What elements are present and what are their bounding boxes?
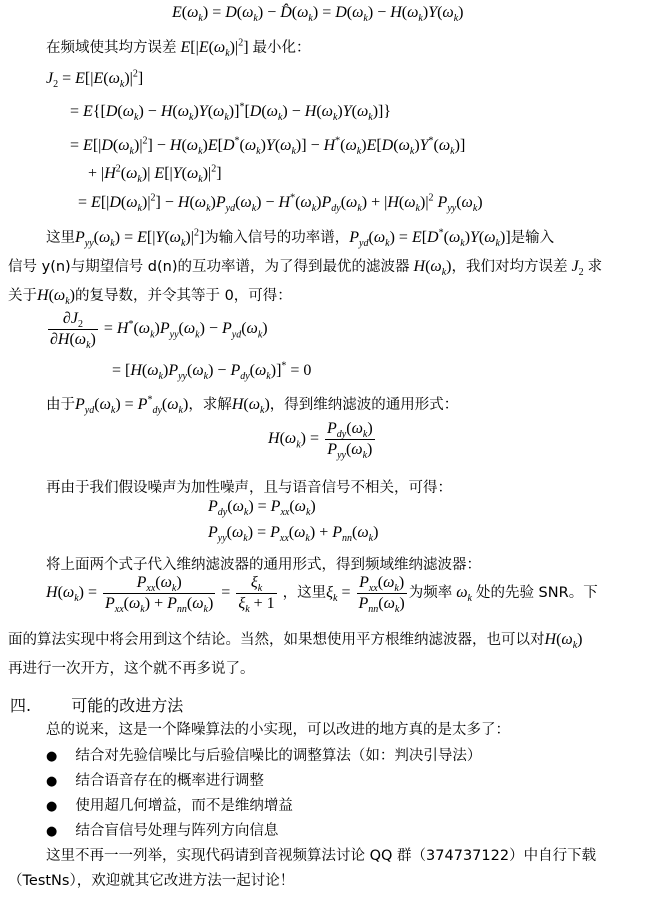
pyd-definition: $P_{yd}(\omega_k) = E[D^*(\omega_k)Y(\omega_k)]$ <box>349 227 511 250</box>
section-heading <box>10 693 183 716</box>
para2-text-c: ，得到维纳滤波的通用形式： <box>269 397 459 413</box>
j2-line-5: = $E[|D(\omega_k)|^2] - H(\omega_k)P_{yd}(\omega_k) - H^*(\omega_k)P_{dy}(\omega_k) + |H(\omega_k)|^2$ $P_{yy}(\omega_k)$ <box>78 192 483 215</box>
derivative-equation: $\frac{\partial J_2}{\partial H(\omega_k)}$ = $H^*(\omega_k)P_{yy}(\omega_k) - P_{yd}(\omega_k)$ <box>50 310 268 352</box>
final-text-tail2: 处的先验 SNR。下 <box>475 585 598 602</box>
final-text-tail: 为频率 <box>408 585 453 602</box>
bullet-icon: ● <box>46 824 58 839</box>
para1-text-d: 信号 y(n)与期望信号 d(n)的互功率谱，为了得到最优的滤波器 <box>8 259 410 275</box>
final-fraction-3: $\frac{P_{xx}(\omega_k)}{P_{nn}(\omega_k)}$ <box>358 574 405 616</box>
mse-expression: $E[|E(\omega_k)|^2]$ <box>180 37 253 60</box>
j2-line-4: + $|H^2(\omega_k)|$ $E[|Y(\omega_k)|^2]$ <box>88 163 222 186</box>
prior-snr-definition: $\xi_k$ = $\frac{P_{xx}(\omega_k)}{P_{nn}(\omega_k)}$ <box>326 574 405 616</box>
para5-line1 <box>8 628 583 652</box>
para2-text-b: ，求解 <box>188 397 232 413</box>
list-item <box>46 819 278 840</box>
final-wiener-equation: $H(\omega_k)$ = $\frac{P_{xx}(\omega_k)}{P_{xx}(\omega_k) + P_{nn}(\omega_k)}$ = $\frac{\xi_k}{\xi_k + 1}$ <box>46 574 275 616</box>
list-item <box>46 794 293 815</box>
bullet-icon: ● <box>46 774 58 789</box>
para3: 再由于我们假设噪声为加性噪声，且与语音信号不相关，可得： <box>46 480 452 496</box>
closing-line1: 这里不再一一列举，实现代码请到音视频算法讨论 QQ 群（374737122）中自行下载 <box>46 848 597 864</box>
para1-line3 <box>8 284 292 308</box>
summary-text: 总的说来，这是一个降噪算法的小实现，可以改进的地方真的是太多了： <box>46 722 510 738</box>
equation-error-definition: $E(\omega_k) = D(\omega_k)$ − $D̂(\omega_k) = D(\omega_k) - H(\omega_k)Y(\omega_k)$ <box>172 4 464 25</box>
list-item <box>46 769 264 790</box>
bullet-icon: ● <box>46 749 58 764</box>
bullet-icon: ● <box>46 799 58 814</box>
j2-line-1: $J_2 = E[|E(\omega_k)|^2]$ <box>46 68 144 91</box>
derivative-equation-2: = $[H(\omega_k)P_{yy}(\omega_k) - P_{dy}(\omega_k)]^* = 0$ <box>112 360 312 383</box>
mse-intro-tail: 最小化： <box>252 40 311 56</box>
h-symbol: $H(\omega_k)$ <box>544 631 583 652</box>
mse-intro-text: 在频域使其均方误差 <box>46 40 177 56</box>
list-item-text: 结合语音存在的概率进行调整 <box>75 773 264 789</box>
wiener-fraction: $\frac{P_{dy}(\omega_k)}{P_{yy}(\omega_k)}$ <box>327 420 373 462</box>
h-symbol: $H(\omega_k)$ <box>37 287 75 308</box>
h-symbol: $H(\omega_k)$ <box>231 396 270 417</box>
para2-text-a: 由于 <box>46 397 75 413</box>
para1-text-f: 求 <box>587 259 603 275</box>
para1-text-e: ，我们对均方误差 <box>451 259 568 275</box>
final-wiener-line <box>46 574 598 616</box>
para1-text-c: 是输入 <box>510 230 555 246</box>
wiener-general-equation: $H(\omega_k)$ = $\frac{P_{dy}(\omega_k)}{P_{yy}(\omega_k)}$ <box>268 420 373 462</box>
noise-eq-1: $P_{dy}(\omega_k) = P_{xx}(\omega_k)$ <box>208 498 316 519</box>
closing-line2: （TestNs），欢迎就其它改进方法一起讨论！ <box>8 873 295 889</box>
para5-text-a: 面的算法实现中将会用到这个结论。当然，如果想使用平方根维纳滤波器，也可以对 <box>8 632 545 648</box>
list-item-text: 结合对先验信噪比与后验信噪比的调整算法（如：判决引导法） <box>75 748 482 764</box>
para5-line2: 再进行一次开方，这个就不再多说了。 <box>8 661 255 677</box>
noise-eq-2: $P_{yy}(\omega_k) = P_{xx}(\omega_k) + P_{nn}(\omega_k)$ <box>208 524 379 545</box>
pyy-definition: $P_{yy}(\omega_k) = E[|Y(\omega_k)|^2]$ <box>75 227 205 250</box>
para1-text-b: 为输入信号的功率谱， <box>204 230 350 246</box>
list-item <box>46 744 481 765</box>
para1-line2 <box>8 255 603 279</box>
j2-symbol: $J_2$ <box>571 258 584 279</box>
para1-line1 <box>46 226 555 250</box>
para4: 将上面两个式子代入维纳滤波器的通用形式，得到频域维纳滤波器： <box>46 557 481 573</box>
mse-intro-line <box>46 36 311 60</box>
omega-symbol: $\omega_k$ <box>456 584 472 605</box>
para2-line <box>46 393 459 417</box>
list-item-text: 使用超几何增益，而不是维纳增益 <box>75 798 293 814</box>
para1-text-a: 这里 <box>46 230 75 246</box>
para1-text-h: 的复导数，并令其等于 0，可得： <box>74 288 292 304</box>
pyd-pdy-relation: $P_{yd}(\omega_k) = P^*_{dy}(\omega_k)$ <box>75 394 189 417</box>
para1-text-g: 关于 <box>8 288 37 304</box>
derivative-fraction: $\frac{\partial J_2}{\partial H(\omega_k)}$ <box>50 310 96 352</box>
final-fraction-2: $\frac{\xi_k}{\xi_k + 1}$ <box>238 574 275 616</box>
j2-line-2: = $E\{[D(\omega_k) - H(\omega_k)Y(\omega_k)]^*[D(\omega_k) - H(\omega_k)Y(\omega_k)]\}$ <box>70 101 392 124</box>
h-symbol: $H(\omega_k)$ <box>413 258 452 279</box>
list-item-text: 结合盲信号处理与阵列方向信息 <box>75 823 279 839</box>
section-title: 可能的改进方法 <box>71 696 184 715</box>
final-fraction-1: $\frac{P_{xx}(\omega_k)}{P_{xx}(\omega_k) + P_{nn}(\omega_k)}$ <box>105 574 214 616</box>
j2-line-3: = $E[|D(\omega_k)|^2] - H(\omega_k)E[D^*(\omega_k)Y(\omega_k)] - H^*(\omega_k)E[D(\omega_k)Y^*(\omega_k)]$ <box>70 135 466 158</box>
final-text-mid: ，这里 <box>282 585 327 602</box>
section-number: 四. <box>10 696 32 715</box>
